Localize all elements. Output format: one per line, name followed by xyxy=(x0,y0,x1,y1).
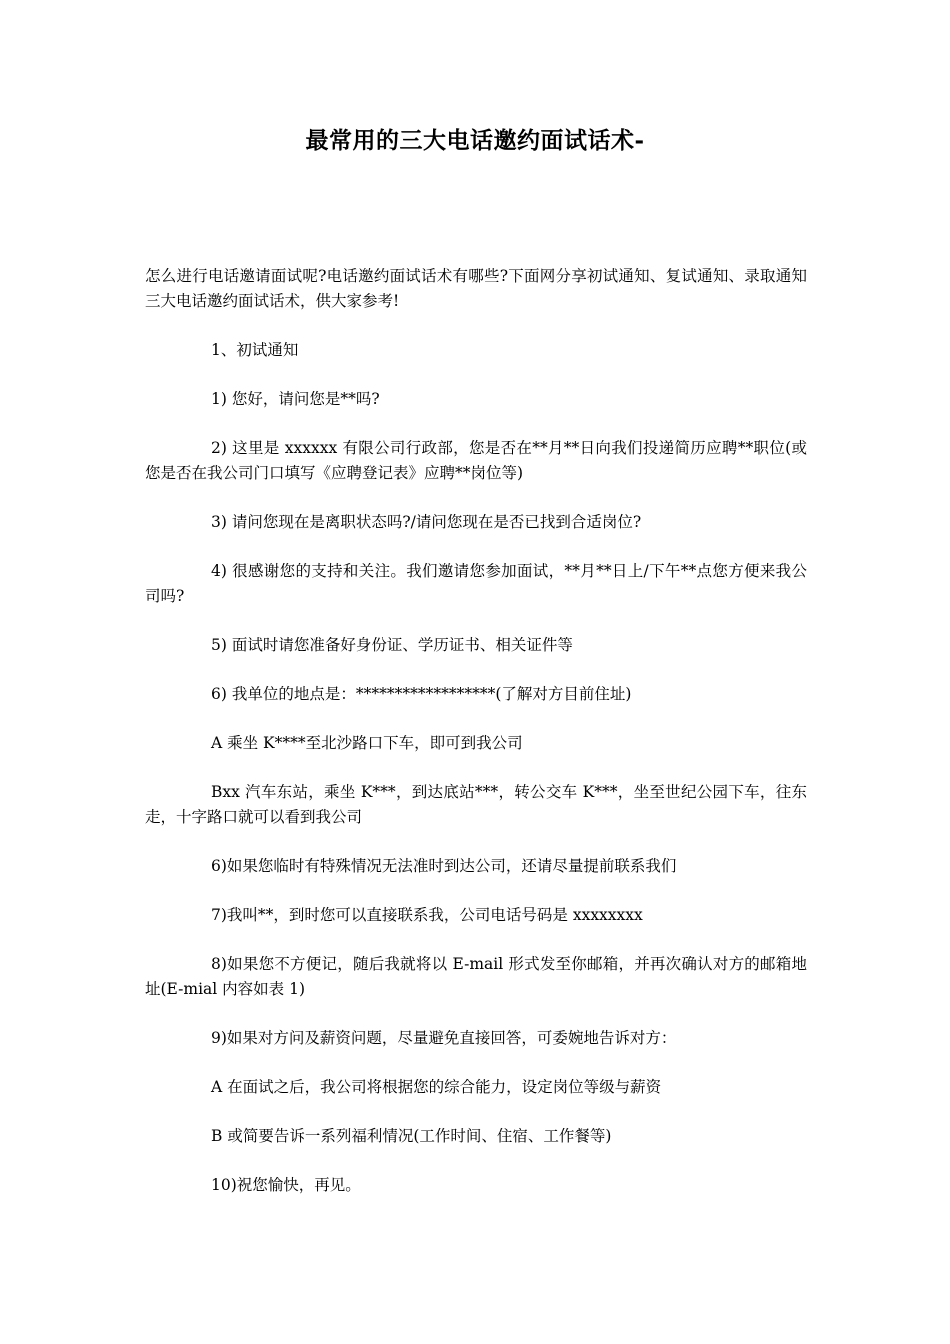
script-line: 6) 我单位的地点是：******************(了解对方目前住址) xyxy=(211,685,632,703)
script-line: 9)如果对方问及薪资问题，尽量避免直接回答，可委婉地告诉对方： xyxy=(211,1029,677,1047)
script-line: 8)如果您不方便记，随后我就将以 E-mail 形式发至你邮箱，并再次确认对方的邮箱地址(E-mial 内容如表 1) xyxy=(145,955,807,998)
script-line: 4) 很感谢您的支持和关注。我们邀请您参加面试，**月**日上/下午**点您方便来我公司吗? xyxy=(145,562,807,605)
script-line: A 乘坐 K****至北沙路口下车，即可到我公司 xyxy=(211,734,523,752)
script-line: 3) 请问您现在是离职状态吗?/请问您现在是否已找到合适岗位? xyxy=(211,513,642,531)
document-body xyxy=(145,264,807,1222)
script-line: 2) 这里是 xxxxxx 有限公司行政部，您是否在**月**日向我们投递简历应聘**职位(或您是否在我公司门口填写《应聘登记表》应聘**岗位等) xyxy=(145,439,807,482)
script-line: 7)我叫**，到时您可以直接联系我，公司电话号码是 xxxxxxxx xyxy=(211,906,643,924)
script-line: B 或简要告诉一系列福利情况(工作时间、住宿、工作餐等) xyxy=(211,1127,612,1145)
script-line: 6)如果您临时有特殊情况无法准时到达公司，还请尽量提前联系我们 xyxy=(211,857,677,875)
script-line: 1) 您好，请问您是**吗? xyxy=(211,390,380,408)
script-line: 5) 面试时请您准备好身份证、学历证书、相关证件等 xyxy=(211,636,573,654)
script-line: Bxx 汽车东站，乘坐 K***，到达底站***，转公交车 K***，坐至世纪公园下车，往东走，十字路口就可以看到我公司 xyxy=(145,783,807,826)
script-line: 10)祝您愉快，再见。 xyxy=(211,1176,361,1194)
section-heading-initial-interview: 1、初试通知 xyxy=(211,341,299,359)
script-line: A 在面试之后，我公司将根据您的综合能力，设定岗位等级与薪资 xyxy=(211,1078,662,1096)
document-title: 最常用的三大电话邀约面试话术- xyxy=(305,127,645,154)
intro-paragraph: 怎么进行电话邀请面试呢?电话邀约面试话术有哪些?下面网分享初试通知、复试通知、录取通知三大电话邀约面试话术，供大家参考! xyxy=(145,267,807,310)
